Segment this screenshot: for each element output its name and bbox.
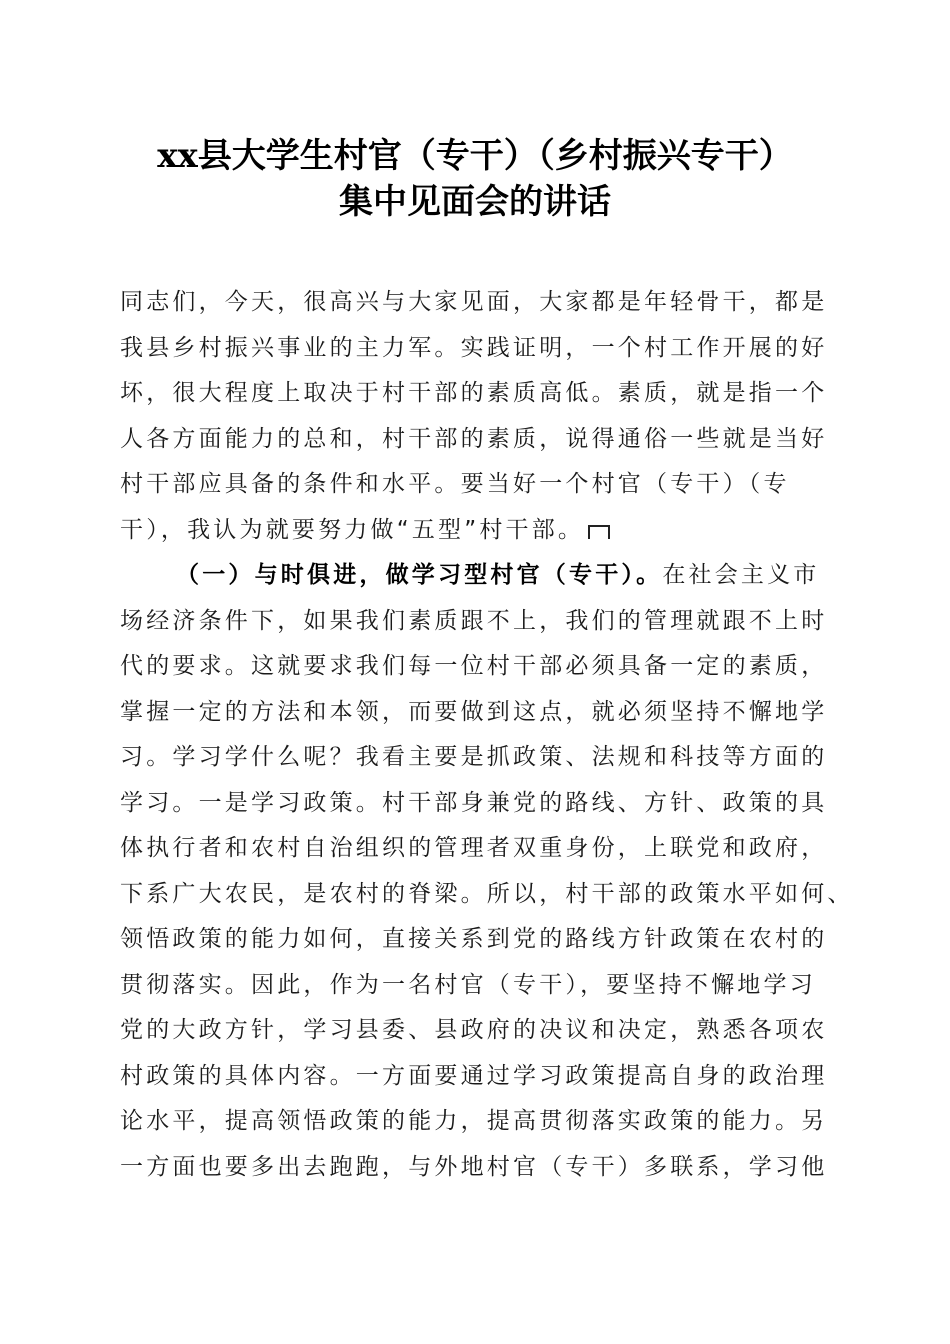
section-line: 习。学习学什么呢？我看主要是抓政策、法规和科技等方面的 xyxy=(120,744,828,770)
paragraph-line: 我县乡村振兴事业的主力军。实践证明，一个村工作开展的好 xyxy=(120,334,828,361)
document-title xyxy=(0,133,950,225)
section-line: 体执行者和农村自治组织的管理者双重身份，上联党和政府， xyxy=(120,835,828,861)
paragraph-mark-icon xyxy=(588,525,610,539)
section-line: 领悟政策的能力如何，直接关系到党的路线方针政策在农村的 xyxy=(120,926,828,952)
paragraph-opening xyxy=(120,280,832,553)
document-body xyxy=(120,280,854,1190)
section-1-heading: （一）与时俱进，做学习型村官（专干）。 xyxy=(176,562,663,588)
section-line: 一方面也要多出去跑跑，与外地村官（专干）多联系，学习他 xyxy=(120,1153,828,1180)
section-1-first-line xyxy=(120,553,832,599)
paragraph-line: 同志们，今天，很高兴与大家见面，大家都是年轻骨干，都是 xyxy=(120,289,828,315)
section-line: 学习。一是学习政策。村干部身兼党的路线、方针、政策的具 xyxy=(120,789,828,816)
paragraph-line-text: 干），我认为就要努力做“五型”村干部。 xyxy=(120,516,585,543)
paragraph-line: 人各方面能力的总和，村干部的素质，说得通俗一些就是当好 xyxy=(120,425,828,452)
section-1 xyxy=(120,553,854,1190)
section-line: 党的大政方针，学习县委、县政府的决议和决定，熟悉各项农 xyxy=(120,1017,828,1043)
section-line: 场经济条件下，如果我们素质跟不上，我们的管理就跟不上时 xyxy=(120,607,828,634)
title-line-1: xx县大学生村官（专干）（乡村振兴专干） xyxy=(157,136,793,176)
title-line-2: 集中见面会的讲话 xyxy=(339,182,611,222)
section-line: 贯彻落实。因此，作为一名村官（专干），要坚持不懈地学习 xyxy=(120,971,816,998)
paragraph-line: 村干部应具备的条件和水平。要当好一个村官（专干）（专 xyxy=(120,471,790,497)
paragraph-line: 坏，很大程度上取决于村干部的素质高低。素质，就是指一个 xyxy=(120,380,828,406)
section-line: 论水平，提高领悟政策的能力，提高贯彻落实政策的能力。另 xyxy=(120,1108,828,1134)
section-line: 代的要求。这就要求我们每一位村干部必须具备一定的素质， xyxy=(120,653,828,679)
section-1-first-line-rest: 在社会主义市 xyxy=(662,562,820,588)
paragraph-line-last xyxy=(120,508,832,554)
section-line: 下系广大农民，是农村的脊梁。所以，村干部的政策水平如何、 xyxy=(120,880,854,907)
section-line: 掌握一定的方法和本领，而要做到这点，就必须坚持不懈地学 xyxy=(120,698,828,725)
section-line: 村政策的具体内容。一方面要通过学习政策提高自身的政治理 xyxy=(120,1062,828,1089)
